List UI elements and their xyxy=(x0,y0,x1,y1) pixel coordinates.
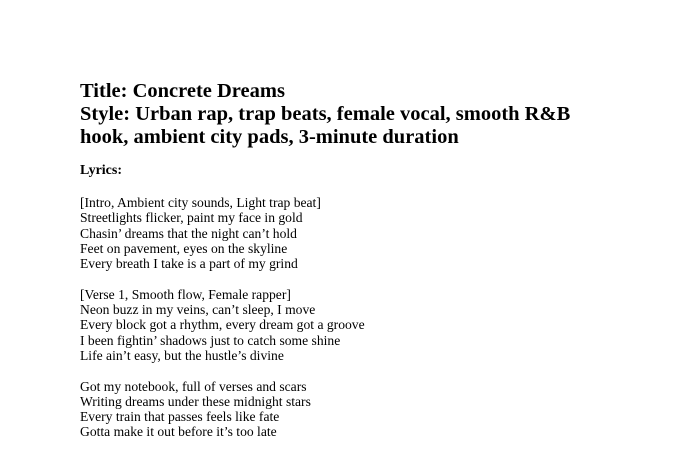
lyric-line: [Verse 1, Smooth flow, Female rapper] xyxy=(80,286,291,302)
stanza xyxy=(80,287,365,363)
lyric-line: Every breath I take is a part of my grind xyxy=(80,256,298,272)
stanza xyxy=(80,195,365,271)
lyrics-body xyxy=(80,195,365,455)
document-heading xyxy=(80,80,570,149)
style-line: Style: Urban rap, trap beats, female vocal, smooth R&B xyxy=(80,103,571,125)
lyric-line: Chasin’ dreams that the night can’t hold xyxy=(80,225,297,241)
lyric-line: Streetlights flicker, paint my face in gold xyxy=(80,210,303,226)
stanza xyxy=(80,379,365,440)
lyric-line: Got my notebook, full of verses and scars xyxy=(80,378,307,394)
lyric-line: Neon buzz in my veins, can’t sleep, I move xyxy=(80,302,316,318)
song-title: Title: Concrete Dreams xyxy=(80,80,285,102)
lyric-line: Feet on pavement, eyes on the skyline xyxy=(80,240,288,256)
lyric-line: Writing dreams under these midnight stars xyxy=(80,393,311,409)
style-line: hook, ambient city pads, 3-minute duration xyxy=(80,126,459,148)
lyric-line: [Intro, Ambient city sounds, Light trap beat] xyxy=(80,195,321,210)
lyrics-label: Lyrics: xyxy=(80,163,122,178)
lyric-line: Every train that passes feels like fate xyxy=(80,409,280,425)
lyric-line: Life ain’t easy, but the hustle’s divine xyxy=(80,347,284,363)
lyric-line: Gotta make it out before it’s too late xyxy=(80,424,277,440)
lyric-line: I been fightin’ shadows just to catch some shine xyxy=(80,332,341,348)
lyric-line: Every block got a rhythm, every dream got a groove xyxy=(80,317,365,333)
